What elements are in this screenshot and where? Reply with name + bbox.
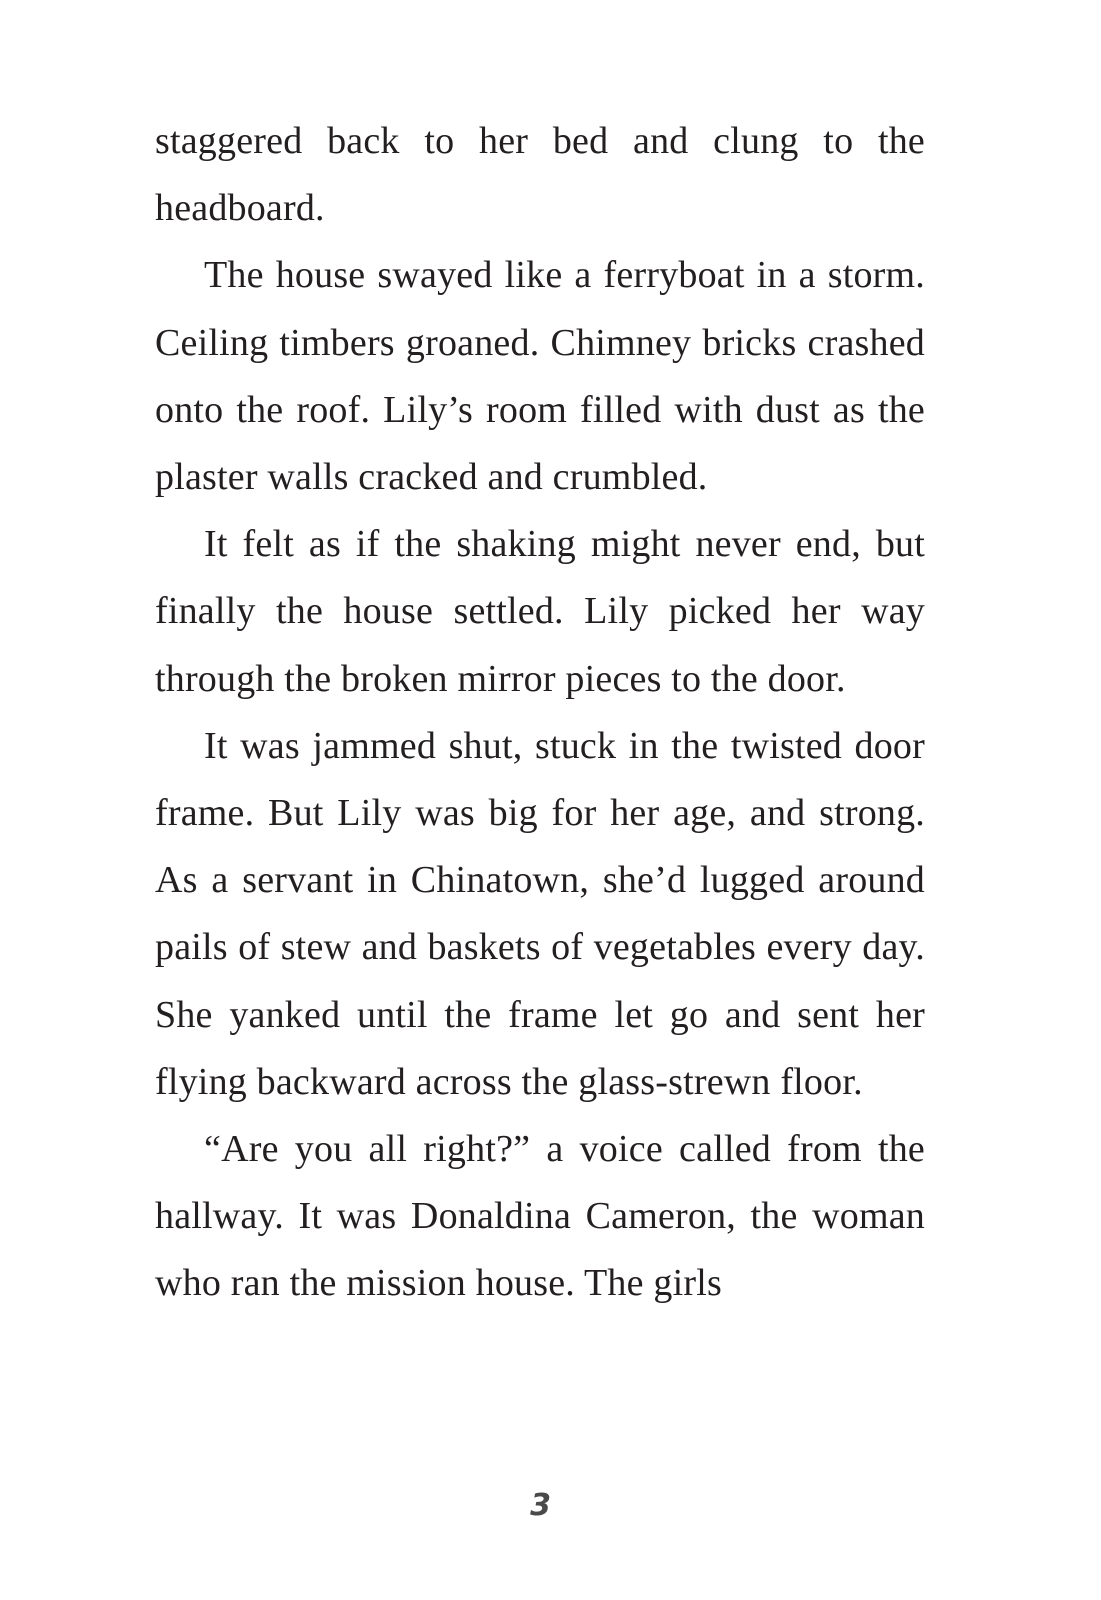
paragraph-3: It felt as if the shaking might never end, but finally the house settled. Lily picked her way through the broken mirror pieces to the door. [155,523,925,700]
page-number: 3 [530,1488,551,1523]
paragraph-5: “Are you all right?” a voice called from the hallway. It was Donaldina Cameron, the woman who ran the mission house. The girls [155,1128,925,1305]
paragraph-4: It was jammed shut, stuck in the twisted door frame. But Lily was big for her age, and strong. As a servant in Chinatown, she’d lugged around pails of stew and baskets of vegetables every day. She yanked until the frame let go and sent her flying backward across the glass-strewn floor. [155,724,925,1103]
paragraph-1: staggered back to her bed and clung to the headboard. [155,120,925,230]
body-text [155,108,925,1318]
paragraph-2: The house swayed like a ferryboat in a storm. Ceiling timbers groaned. Chimney bricks crashed onto the roof. Lily’s room filled with dust as the plaster walls cracked and crumbled. [155,254,925,499]
